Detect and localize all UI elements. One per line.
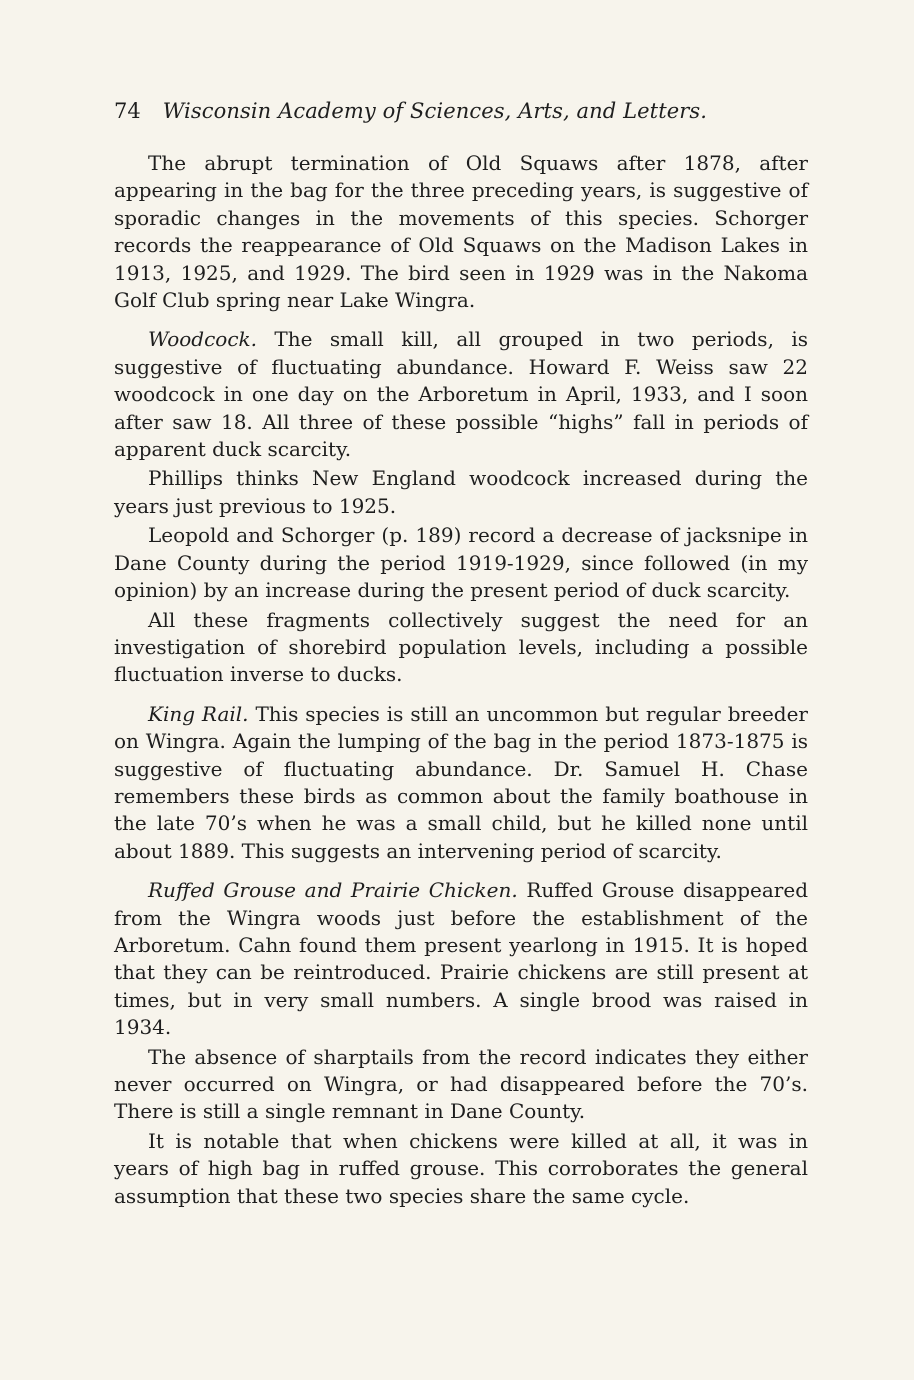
paragraph-old-squaws: The abrupt termination of Old Squaws after 1878, after appearing in the bag for the three preceding years, is suggestive of sporadic changes in the movements of this species. Schorger records the reappearance of Old Squaws on the Madison Lakes in 1913, 1925, and 1929. The bird seen in 1929 was in the Nakoma Golf Club spring near Lake Wingra. [114, 151, 808, 313]
paragraph-shorebird-fragments: All these fragments collectively suggest the need for an investigation of shorebird population levels, including a possible fluctuation inverse to ducks. [114, 607, 808, 687]
woodcock-heading: Woodcock. [148, 327, 258, 352]
paragraph-woodcock [114, 326, 808, 463]
body-text [114, 150, 808, 1210]
running-head [114, 96, 808, 126]
paragraph-sharptails: The absence of sharptails from the record indicates they either never occurred on Wingra, or had disappeared before the 70’s. There is still a single remnant in Dane County. [114, 1044, 808, 1124]
book-page [114, 96, 808, 1210]
woodcock-text: The small kill, all grouped in two periods, is suggestive of fluctuating abundance. Howard F. Weiss saw 22 woodcock in one day on the Arboretum in April, 1933, and I soon after saw 18. All three of these possible “highs” fall in periods of apparent duck scarcity. [114, 327, 808, 462]
ruffed-grouse-text: Ruffed Grouse disappeared from the Wingra woods just before the establishment of the Arboretum. Cahn found them present yearlong in 1915. It is hoped that they can be reintroduced. Prairie chickens are still present at times, but in very small numbers. A single brood was raised in 1934. [114, 878, 809, 1040]
paragraph-chickens-cycle: It is notable that when chickens were killed at all, it was in years of high bag in ruffed grouse. This corroborates the general assumption that these two species share the same cycle. [114, 1128, 808, 1208]
journal-title: Wisconsin Academy of Sciences, Arts, and Letters. [162, 99, 708, 123]
ruffed-grouse-heading: Ruffed Grouse and Prairie Chicken. [148, 878, 518, 903]
king-rail-heading: King Rail. [148, 701, 249, 726]
paragraph-phillips: Phillips thinks New England woodcock increased during the years just previous to 1925. [114, 466, 808, 518]
page-number: 74 [114, 99, 141, 123]
paragraph-king-rail [114, 701, 808, 865]
paragraph-ruffed-grouse [114, 877, 808, 1041]
paragraph-jacksnipe: Leopold and Schorger (p. 189) record a decrease of jacksnipe in Dane County during the period 1919-1929, since followed (in my opinion) by an increase during the present period of duck scarcity. [114, 523, 808, 603]
king-rail-text: This species is still an uncommon but regular breeder on Wingra. Again the lumping of the bag in the period 1873-1875 is suggestive of fluctuating abundance. Dr. Samuel H. Chase remembers these birds as common about the family boathouse in the late 70’s when he was a small child, but he killed none until about 1889. This suggests an intervening period of scarcity. [114, 701, 808, 863]
